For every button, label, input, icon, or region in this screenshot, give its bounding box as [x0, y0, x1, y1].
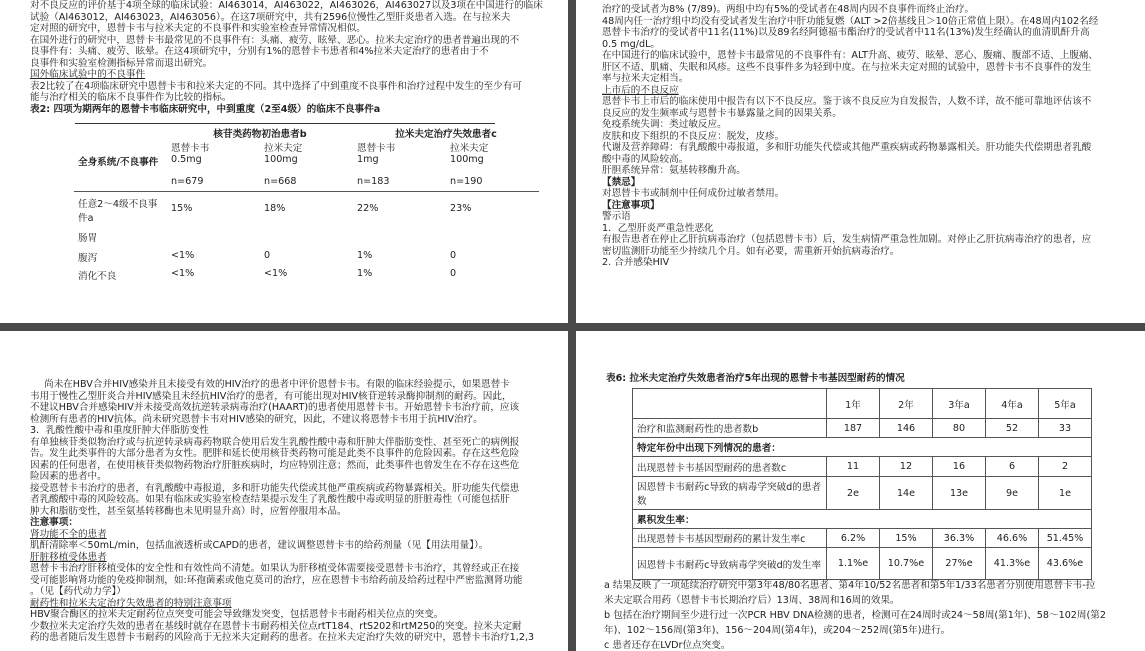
text-line: 药的患者随后发生恩替卡韦耐药的风险高于无拉米夫定耐药的患者。在拉米夫定治疗失效的研究中，恩替卡韦治疗1,2,3 [30, 632, 535, 643]
value-cell: 27%e [933, 548, 986, 580]
section-heading: 耐药性和拉米夫定治疗失效患者的特别注意事项 [30, 597, 232, 609]
document-page-2 [576, 0, 1145, 323]
row-label: 出现恩替卡韦基因型耐药的患者数c [633, 457, 827, 477]
footnote: 米夫定联合用药（恩替卡韦长期治疗后）13周、38周和16周的效果。 [604, 595, 900, 606]
document-page-4 [576, 331, 1145, 651]
value-cell: 15% [880, 529, 933, 548]
text-line: 免疫系统失调：类过敏反应。 [602, 119, 727, 130]
section-row: 累积发生率： [633, 510, 1092, 529]
value-cell: 2 [1039, 457, 1092, 477]
footnote: b 包括在治疗期间至少进行过一次PCR HBV DNA检测的患者，检测可在24周时或24～58周(第1年)、58～102周(第2 [604, 610, 1106, 621]
text-line: 不建议HBV合并感染HIV并未接受高效抗逆转录病毒治疗(HAART)的患者使用恩替卡韦。开始恩替卡韦治疗前，应该 [30, 402, 520, 413]
section-heading: 肾功能不全的患者 [30, 528, 107, 540]
value-cell: <1% [171, 268, 195, 279]
dose-cell: 100mg n=190 [450, 154, 484, 187]
text-line: 1．乙型肝炎严重急性恶化 [602, 222, 714, 234]
row-label: 肠胃 [78, 233, 98, 244]
footnote: a 结果反映了一项延续治疗研究中第3年48/80名患者、第4年10/52名患者和第5年1/33名患者分别使用恩替卡韦-拉 [604, 580, 1096, 591]
text-line: HBV聚合酶区的拉米夫定耐药位点突变可能会导致继发突变，包括恩替卡韦耐药相关位点的突变。 [30, 609, 444, 620]
section-row: 特定年份中出现下列情况的患者： [633, 438, 1092, 457]
text-line: 对恩替卡韦或制剂中任何成份过敏者禁用。 [602, 188, 785, 199]
text-line: 在中国进行的临床试验中，恩替卡韦最常见的不良事件有：ALT升高、疲劳、眩晕、恶心、腹痛、腹部不适、上腹痛、 [602, 50, 1099, 61]
drug-header: 恩替卡韦 [357, 143, 396, 154]
drug-header: 拉米夫定 [450, 143, 489, 154]
text-line: 密切监测肝功能至少持续几个月。如有必要，需重新开始抗病毒治疗。 [602, 245, 900, 257]
value-cell: 11 [827, 457, 880, 477]
value-cell: 36.3% [933, 529, 986, 548]
text-line: 者乳酸酸中毒的风险较高。如果有临床或实验室检查结果提示发生了乳酸性酸中毒或明显的肝脏毒性（可能包括肝 [30, 494, 510, 505]
page1-text-block [30, 0, 543, 115]
text-line: 在国外进行的研究中，恩替卡韦最常见的不良事件有：头痛、疲劳、眩晕、恶心。拉米夫定治疗的患者普遍出现的不 [30, 34, 520, 46]
year-header: 5年a [1039, 389, 1092, 419]
page3-text-block [30, 379, 534, 644]
value-cell: 1% [357, 250, 373, 261]
text-line: 肌酐清除率＜50mL/min，包括血液透析或CAPD的患者，建议调整恩替卡韦的给药剂量（见【用法用量】）。 [30, 540, 489, 551]
text-line: 2. 合并感染HIV [602, 257, 670, 268]
text-line: 良事件和实验室检测指标异常而退出研究。 [30, 57, 213, 69]
row-label: 消化不良 [78, 271, 117, 282]
text-line: 治疗的受试者为8% (7/89)。两组中均有5%的受试者在48周内因不良事件而终止治疗。 [602, 4, 975, 15]
text-line: 率与拉米夫定相当。 [602, 73, 689, 84]
drug-header: 拉米夫定 [264, 143, 303, 154]
group-header: 拉米夫定治疗失效患者c [395, 129, 497, 140]
document-page-1 [0, 0, 568, 323]
text-line: 韦用于慢性乙型肝炎合并HIV感染且未经抗HIV治疗的患者，有可能出现对HIV核苷逆转录酶抑制剂的耐药。因此， [30, 390, 512, 402]
row-label: 腹泻 [78, 253, 98, 264]
dose-cell: 100mg n=668 [264, 154, 298, 187]
year-header: 2年 [880, 389, 933, 419]
document-page-3 [0, 331, 568, 651]
value-cell: 18% [264, 203, 286, 214]
section-heading: 注意事项： [30, 517, 78, 528]
section-heading: 国外临床试验中的不良事件 [30, 69, 146, 80]
text-line: 肝胆系统异常：氨基转移酶升高。 [602, 165, 746, 176]
text-line: 恩替卡韦治疗肝移植受体的安全性和有效性尚不清楚。如果认为肝移植受体需要接受恩替卡韦治疗，其曾经或正在接 [30, 563, 520, 574]
text-line: 恩替卡韦治疗的受试者中11名(11%)以及89名经阿德福韦酯治疗的受试者中11名(13%)发生经确认的血清肌酐升高 [602, 27, 1090, 38]
text-line: 受可能影响肾功能的免疫抑制剂，如:环孢菌素或他克莫司的治疗，应在恩替卡韦给药前及给药过程中严密监测肾功能 [30, 574, 523, 586]
row-label: 治疗和监测耐药性的患者数b [633, 419, 827, 438]
text-line: 有单独核苷类似物治疗或与抗逆转录病毒药物联合使用后发生乳酸性酸中毒和肝肿大伴脂肪变性、甚至死亡的病例报 [30, 436, 520, 448]
text-line: 0.5 mg/dL。 [602, 38, 661, 50]
table-footnotes [604, 578, 1106, 651]
text-line: 3．乳酸性酸中毒和重度肝肿大伴脂肪变性 [30, 425, 209, 436]
text-line: 警示语 [602, 211, 631, 222]
value-cell: <1% [171, 250, 195, 261]
text-line: 良反应的发生频率或与恩替卡韦暴露量之间的因果关系。 [602, 107, 842, 119]
page2-text-block [602, 4, 1098, 269]
table-rule-top [75, 123, 495, 124]
value-cell: 9e [986, 477, 1039, 510]
text-line: 能与治疗相关的临床不良事件作为比较的指标。 [30, 92, 232, 103]
row-label: 因恩替卡韦耐药c导致的病毒学突破d的患者数 [633, 477, 827, 510]
adverse-events-table [74, 126, 539, 284]
text-line: 表2比较了在4项临床研究中恩替卡韦和拉米夫定的不同。其中选择了中到重度不良事件和治疗过程中发生的至少有可 [30, 80, 522, 92]
text-line: 险因素的患者中。 [30, 471, 107, 482]
dose-cell: 0.5mg n=679 [171, 154, 204, 187]
row-label: 因恩替卡韦耐药c导致病毒学突破d的发生率 [633, 548, 827, 580]
text-line: 48周内任一治疗组中均没有受试者发生治疗中肝功能复燃（ALT >2倍基线且＞10倍正常值上限）。在48周内102名经 [602, 15, 1099, 27]
value-cell: 0 [450, 250, 457, 261]
text-line: 尚未在HBV合并HIV感染并且未接受有效的HIV治疗的患者中评价恩替卡韦。有限的临床经验提示，如果恩替卡 [44, 379, 510, 390]
row-label: 出现恩替卡韦基因型耐药的累计发生率c [633, 529, 827, 548]
value-cell: 12 [880, 457, 933, 477]
value-cell: 43.6%e [1039, 548, 1092, 580]
value-cell: 0 [450, 268, 457, 279]
text-line: 少数拉米夫定治疗失效的患者在基线时就存在恩替卡韦耐药相关位点rtT184、rtS202和rtM250的突变。拉米夫定耐 [30, 620, 522, 632]
value-cell: 1e [1039, 477, 1092, 510]
text-line: 皮肤和皮下组织的不良反应：脱发，皮疹。 [602, 130, 785, 142]
value-cell: 15% [171, 203, 193, 214]
footnote: c 患者还存在LVDr位点突变。 [604, 640, 731, 651]
value-cell: 10.7%e [880, 548, 933, 580]
value-cell: 13e [933, 477, 986, 510]
table-title: 表2: 四项为期两年的恩替卡韦临床研究中，中到重度（2至4级）的临床不良事件a [30, 103, 381, 115]
table-title: 表6: 拉米夫定治疗失效患者治疗5年出现的恩替卡韦基因型耐药的情况 [606, 373, 905, 384]
value-cell: 16 [933, 457, 986, 477]
value-cell: 6.2% [827, 529, 880, 548]
section-heading: 【注意事项】 [602, 199, 660, 211]
value-cell: 1% [357, 268, 373, 279]
value-cell: 46.6% [986, 529, 1039, 548]
value-cell: 51.45% [1039, 529, 1092, 548]
text-line: 良事件有：头痛、疲劳、眩晕。在这4项研究中，分别有1%的恩替卡韦患者和4%拉米夫定治疗的患者由于不 [30, 46, 489, 57]
drug-header: 恩替卡韦 [171, 143, 210, 154]
text-line: 对不良反应的评价基于4项全球的临床试验：AI463014，AI463022，AI463026，AI463027以及3项在中国进行的临床 [30, 0, 543, 11]
value-cell: 0 [264, 250, 271, 261]
row-label: 任意2～4级不良事件a [78, 199, 158, 224]
value-cell: 2e [827, 477, 880, 510]
value-cell: 146 [880, 419, 933, 438]
group-header: 核苷类药物初治患者b [213, 129, 307, 140]
resistance-table [632, 388, 1092, 580]
value-cell: 23% [450, 203, 472, 214]
text-line: 肿大和脂肪变性，甚至氨基转移酶也未见明显升高）时，应暂停服用本品。 [30, 505, 347, 517]
text-line: 。（见【药代动力学】） [30, 586, 126, 597]
text-line: 检测所有患者的HIV抗体。尚未研究恩替卡韦对HIV感染的研究，因此，不建议将恩替卡韦用于抗HIV治疗。 [30, 413, 483, 425]
value-cell: 6 [986, 457, 1039, 477]
value-cell: 187 [827, 419, 880, 438]
section-heading: 【禁忌】 [602, 176, 641, 188]
text-line: 酸中毒的风险较高。 [602, 153, 689, 165]
value-cell: 22% [357, 203, 379, 214]
text-line: 有报告患者在停止乙肝抗病毒治疗（包括恩替卡韦）后，发生病情严重急性加剧。对停止乙肝抗病毒治疗的患者，应 [602, 234, 1092, 245]
year-header: 1年 [827, 389, 880, 419]
year-header: 3年a [933, 389, 986, 419]
text-line: 接受恩替卡韦治疗的患者，有乳酸酸中毒报道，多和肝功能失代偿或其他严重疾病或药物暴露相关。肝功能失代偿患 [30, 482, 520, 494]
footnote: 年)、102～156周(第3年)、156～204周(第4年)，或204～252周(第5年)进行。 [604, 625, 951, 636]
value-cell: 33 [1039, 419, 1092, 438]
value-cell: 1.1%e [827, 548, 880, 580]
section-heading: 上市后的不良反应 [602, 84, 679, 96]
text-line: 恩替卡韦上市后的临床使用中报告有以下不良反应。鉴于该不良反应为自发报告，人数不详，故不能可靠地评估该不 [602, 96, 1092, 107]
value-cell: 41.3%e [986, 548, 1039, 580]
text-line: 试验（AI463012，AI463023，AI463056）。在这7项研究中，共有2596位慢性乙型肝炎患者入选。在与拉米夫 [30, 11, 511, 23]
year-header: 4年a [986, 389, 1039, 419]
row-label: 全身系统/不良事件 [78, 157, 159, 168]
text-line: 告。发生此类事件的大部分患者为女性。肥胖和延长使用核苷类药物可能是此类不良事件的危险因素。存在这些危险 [30, 448, 520, 459]
value-cell: 80 [933, 419, 986, 438]
value-cell: 52 [986, 419, 1039, 438]
text-line: 定对照的研究中，恩替卡韦与拉米夫定的不良事件和实验室检查异常情况相似。 [30, 23, 366, 34]
section-heading: 肝脏移植受体患者 [30, 551, 107, 563]
text-line: 肝区不适、肌痛、失眠和风疹。这些不良事件多为轻到中度。在与拉米夫定对照的试验中，恩替卡韦不良事件的发生 [602, 61, 1092, 73]
value-cell: <1% [264, 268, 288, 279]
text-line: 因素的任何患者，在使用核苷类似物药物治疗肝脏疾病时，均应特别注意；然而，此类事件也曾发生在不存在这些危 [30, 459, 520, 471]
dose-cell: 1mg n=183 [357, 154, 390, 187]
text-line: 代谢及营养障碍：有乳酸酸中毒报道，多和肝功能失代偿或其他严重疾病或药物暴露相关。肝功能失代偿期患者乳酸 [602, 142, 1092, 153]
value-cell: 14e [880, 477, 933, 510]
